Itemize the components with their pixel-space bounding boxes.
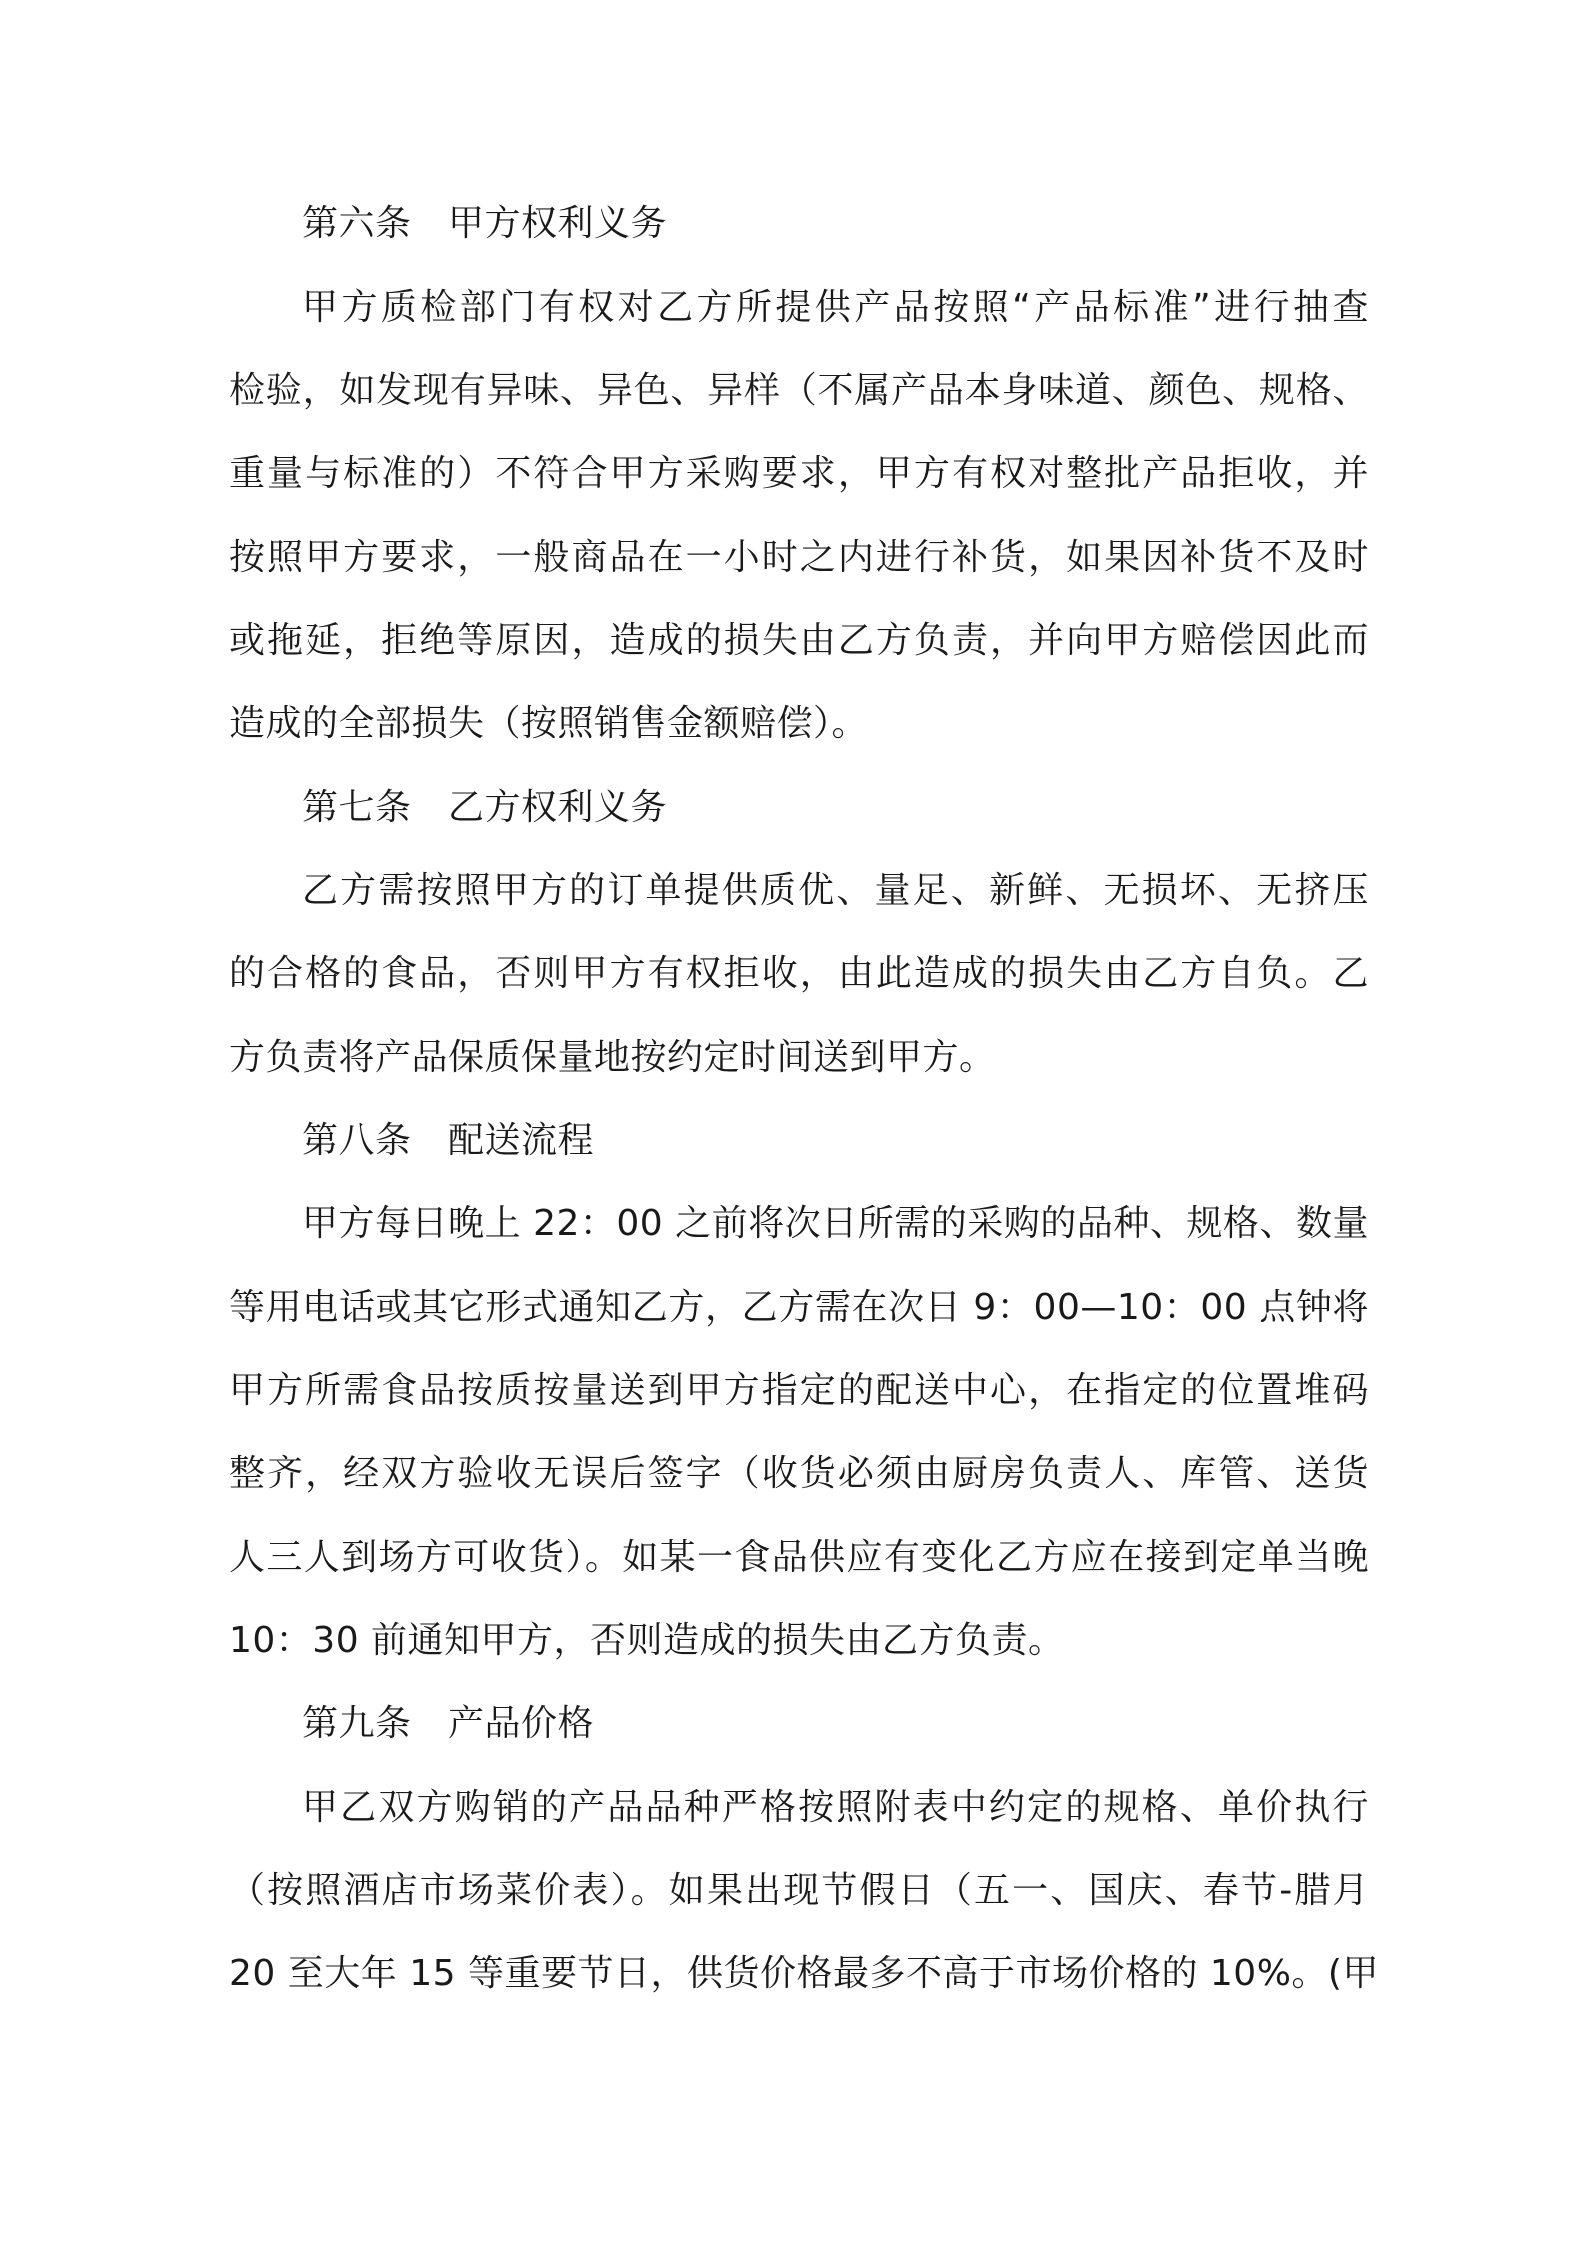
article8-line-5: 人三人到场方可收货）。如某一食品供应有变化乙方应在接到定单当晚 bbox=[229, 1537, 1369, 1578]
article9-line-2: （按照酒店市场菜价表）。如果出现节假日（五一、国庆、春节-腊月 bbox=[229, 1870, 1369, 1911]
article7-line-1: 乙方需按照甲方的订单提供质优、量足、新鲜、无损坏、无挤压 bbox=[302, 870, 1369, 911]
article9-heading: 第九条 产品价格 bbox=[302, 1703, 595, 1744]
article8-line-3: 甲方所需食品按质按量送到甲方指定的配送中心，在指定的位置堆码 bbox=[229, 1370, 1369, 1411]
article6-line-2: 检验，如发现有异味、异色、异样（不属产品本身味道、颜色、规格、 bbox=[229, 370, 1369, 411]
article8-line-4: 整齐，经双方验收无误后签字（收货必须由厨房负责人、库管、送货 bbox=[229, 1453, 1369, 1494]
article8-line-2: 等用电话或其它形式通知乙方，乙方需在次日 9：00—10：00 点钟将 bbox=[229, 1287, 1369, 1328]
article6-line-4: 按照甲方要求，一般商品在一小时之内进行补货，如果因补货不及时 bbox=[229, 537, 1369, 578]
article6-line-5: 或拖延，拒绝等原因，造成的损失由乙方负责，并向甲方赔偿因此而 bbox=[229, 620, 1369, 661]
article6-line-3: 重量与标准的）不符合甲方采购要求，甲方有权对整批产品拒收，并 bbox=[229, 453, 1369, 494]
article9-line-3: 20 至大年 15 等重要节日，供货价格最多不高于市场价格的 10%。(甲 bbox=[229, 1953, 1379, 1994]
article8-heading: 第八条 配送流程 bbox=[302, 1120, 595, 1161]
article8-line-1: 甲方每日晚上 22：00 之前将次日所需的采购的品种、规格、数量 bbox=[302, 1203, 1369, 1244]
article6-heading: 第六条 甲方权利义务 bbox=[302, 203, 668, 244]
article7-line-3: 方负责将产品保质保量地按约定时间送到甲方。 bbox=[229, 1037, 996, 1078]
article8-line-6: 10：30 前通知甲方，否则造成的损失由乙方负责。 bbox=[229, 1620, 1065, 1661]
article7-line-2: 的合格的食品，否则甲方有权拒收，由此造成的损失由乙方自负。乙 bbox=[229, 953, 1369, 994]
article7-heading: 第七条 乙方权利义务 bbox=[302, 787, 668, 828]
article9-line-1: 甲乙双方购销的产品品种严格按照附表中约定的规格、单价执行 bbox=[302, 1787, 1369, 1828]
article6-line-1: 甲方质检部门有权对乙方所提供产品按照“产品标准”进行抽查 bbox=[302, 287, 1369, 328]
article6-line-6: 造成的全部损失（按照销售金额赔偿）。 bbox=[229, 703, 869, 744]
